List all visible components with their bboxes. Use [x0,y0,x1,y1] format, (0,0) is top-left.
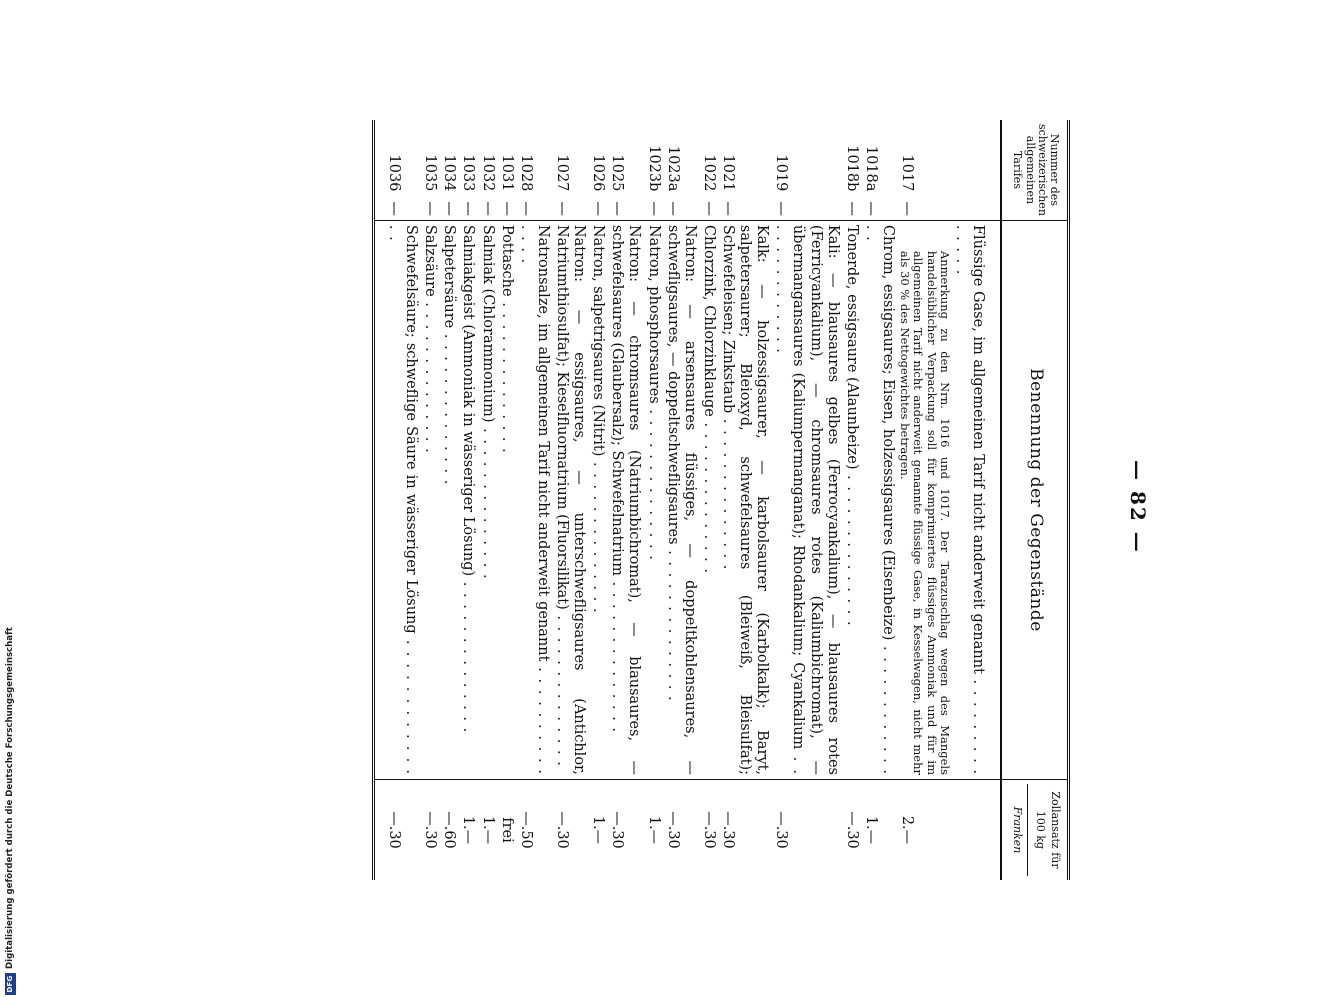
row-number: 1019 [773,154,790,192]
row-rate: 1.— [477,780,496,881]
header-rate [1001,780,1068,881]
row-rate: 2.— [897,780,1001,881]
table-row [516,120,552,880]
row-number-cell: 1026— [588,120,607,220]
row-number: 1028 [517,154,534,192]
table-row [771,120,841,880]
header-tariff-number: Nummer des schweizerischen allgemeinen Tarifes [1001,120,1068,220]
row-rate: —.30 [552,780,588,881]
row-description [497,220,516,779]
row-text: Kali: — blausaures gelbes (Ferrocyankalium), — blausaures rotes (Ferricyankalium), — chromsaures rotes (Kaliumbichromat), — übermangansaures (Kaliumpermanganat); Rhodankalium; Cyankalium . . . [773,225,840,775]
row-text: Salzsäure . . . [422,225,438,454]
row-text: Salmiak (Chlorammonium) . . . [480,225,496,580]
table-row [861,120,897,880]
row-rate: —.30 [699,780,718,881]
row-rate: 1.— [643,780,662,881]
row-rate: frei [497,780,516,881]
table-row [718,120,771,880]
row-rate: —.30 [842,780,861,881]
row-number: 1034 [441,154,458,192]
row-number: 1026 [590,154,607,192]
row-rate: —.50 [516,780,552,881]
row-text: Natron, phosphorsaures . . . [646,225,662,561]
row-number-cell: 1019— [771,120,841,220]
row-text: Natron: — essigsaures, — unterschwefligsaures (Antichlor, Natriumthiosulfat); Kieselfluornatrium (Fluorsilikat) . . . [554,225,587,775]
row-description [588,220,607,779]
row-number: 1017 [899,154,916,192]
row-description [373,220,420,779]
table-row [607,120,643,880]
header-rate-unit: 100 kg [1034,810,1048,850]
rotated-page [240,120,1150,880]
table-row [663,120,699,880]
row-number: 1018a [862,145,879,192]
table-row [897,120,1001,880]
table-row [497,120,516,880]
row-text: Natron: — chromsaures (Natriumbichromat), — blausaures, — schwefelsaures (Glaubersalz); Schwefelnatrium . . . [609,225,642,775]
row-description [643,220,662,779]
row-number-cell: 1031— [497,120,516,220]
row-number: 1032 [479,154,496,192]
dfg-logo-icon: DFG [5,973,16,995]
row-number: 1023b [645,145,662,192]
row-number-cell: 1023b— [643,120,662,220]
table-row [842,120,861,880]
row-description [607,220,643,779]
row-number: 1036 [386,154,403,192]
row-text: Tonerde, essigsaure (Alaunbeize) . . . [844,225,860,627]
row-number-cell: 1022— [699,120,718,220]
table-row [699,120,718,880]
row-rate: 1.— [458,780,477,881]
row-text: Schwefelsäure; schweflige Säure in wässeriger Lösung . . . [386,225,419,775]
row-text: Kalk: — holzessigsaurer, — karbolsaurer (Karbolkalk); Baryt, salpetersaurer; Bleioxyd, schwefelsaures (Bleiweiß, Bleisulfat); Schwefeleisen; Zinkstaub . . . [720,225,770,775]
row-description [842,220,861,779]
row-text: Chrom, essigsaures; Eisen, holzessigsaures (Eisenbeize) . . . [863,225,896,775]
header-description: Benennung der Gegenstände [1001,220,1068,779]
row-description [718,220,771,779]
table-row [420,120,439,880]
row-rate: —.30 [420,780,439,881]
row-number: 1023a [664,145,681,192]
table-row [477,120,496,880]
table-header-row [1001,120,1068,880]
row-number-cell: 1025— [607,120,643,220]
header-rate-currency: Franken [1010,784,1028,876]
row-description [771,220,841,779]
row-description [420,220,439,779]
header-rate-label: Zollansatz für [1049,791,1062,869]
row-number-cell: 1018b— [842,120,861,220]
row-number-cell: 1035— [420,120,439,220]
row-description [458,220,477,779]
row-note: Anmerkung zu den Nrn. 1016 und 1017. Der Tarazuschlag wegen des Mangels handelsüblicher Verpackung soll für komprimiertes flüssiges Ammoniak und für im allgemeinen Tarif nicht anderweit genannte flüssige Gase, in Kesselwagen, nicht mehr als 30 % des Nettogewichtes betragen. [898,250,952,775]
row-rate: —.30 [373,780,420,881]
row-rate: —.30 [607,780,643,881]
row-number-cell: 1017— [897,120,1001,220]
row-number-cell: 1034— [439,120,458,220]
row-description [699,220,718,779]
tariff-table [372,120,1070,880]
row-description [663,220,699,779]
row-number: 1033 [460,154,477,192]
row-number: 1031 [498,154,515,192]
row-description [552,220,588,779]
row-text: Pottasche . . . [499,225,515,454]
table-row [643,120,662,880]
row-number-cell: 1033— [458,120,477,220]
row-rate: —.60 [439,780,458,881]
row-text: Salmiakgeist (Ammoniak in wässeriger Lösung) . . . [460,225,476,733]
row-text: Chlorzink, Chlorzinklauge . . . [701,225,717,574]
row-number-cell: 1028— [516,120,552,220]
row-text: Natronsalze, im allgemeinen Tarif nicht anderweit genannt . . . [518,225,551,775]
table-row [552,120,588,880]
row-number: 1021 [720,154,736,192]
table-row [588,120,607,880]
row-rate: —.30 [718,780,771,881]
row-number: 1025 [609,154,626,192]
row-text: Natron, salpetrigsaures (Nitrit) . . . [590,225,606,614]
row-number: 1035 [422,154,439,192]
row-number: 1027 [554,154,571,192]
row-description [477,220,496,779]
row-rate: —.30 [663,780,699,881]
row-number-cell: 1027— [552,120,588,220]
row-number-cell: 1036— [373,120,420,220]
row-number-cell: 1018a— [861,120,897,220]
row-text: Salpetersäure . . . [441,225,457,485]
row-number: 1022 [700,154,717,192]
table-row [373,120,420,880]
row-description [861,220,897,779]
row-text: Natron: — arsensaures flüssiges, — doppeltkohlensaures, — schwefligsaures, — doppeltschwefligsaures . . . [665,225,698,775]
row-number-cell: 1021— [718,120,771,220]
page-number: — 82 — [1126,460,1150,554]
row-description [516,220,552,779]
digitization-credit [2,603,18,995]
table-row [439,120,458,880]
row-rate: 1.— [861,780,897,881]
row-number-cell: 1023a— [663,120,699,220]
row-rate: 1.— [588,780,607,881]
row-number: 1018b [843,145,860,192]
credit-text: Digitalisierung gefördert durch die Deutsche Forschungsgemeinschaft [5,627,15,969]
row-description [439,220,458,779]
row-number-cell: 1032— [477,120,496,220]
row-rate: —.30 [771,780,841,881]
row-text: Flüssige Gase, im allgemeinen Tarif nicht anderweit genannt . . . [953,225,986,775]
table-row [458,120,477,880]
row-description [897,220,1001,779]
